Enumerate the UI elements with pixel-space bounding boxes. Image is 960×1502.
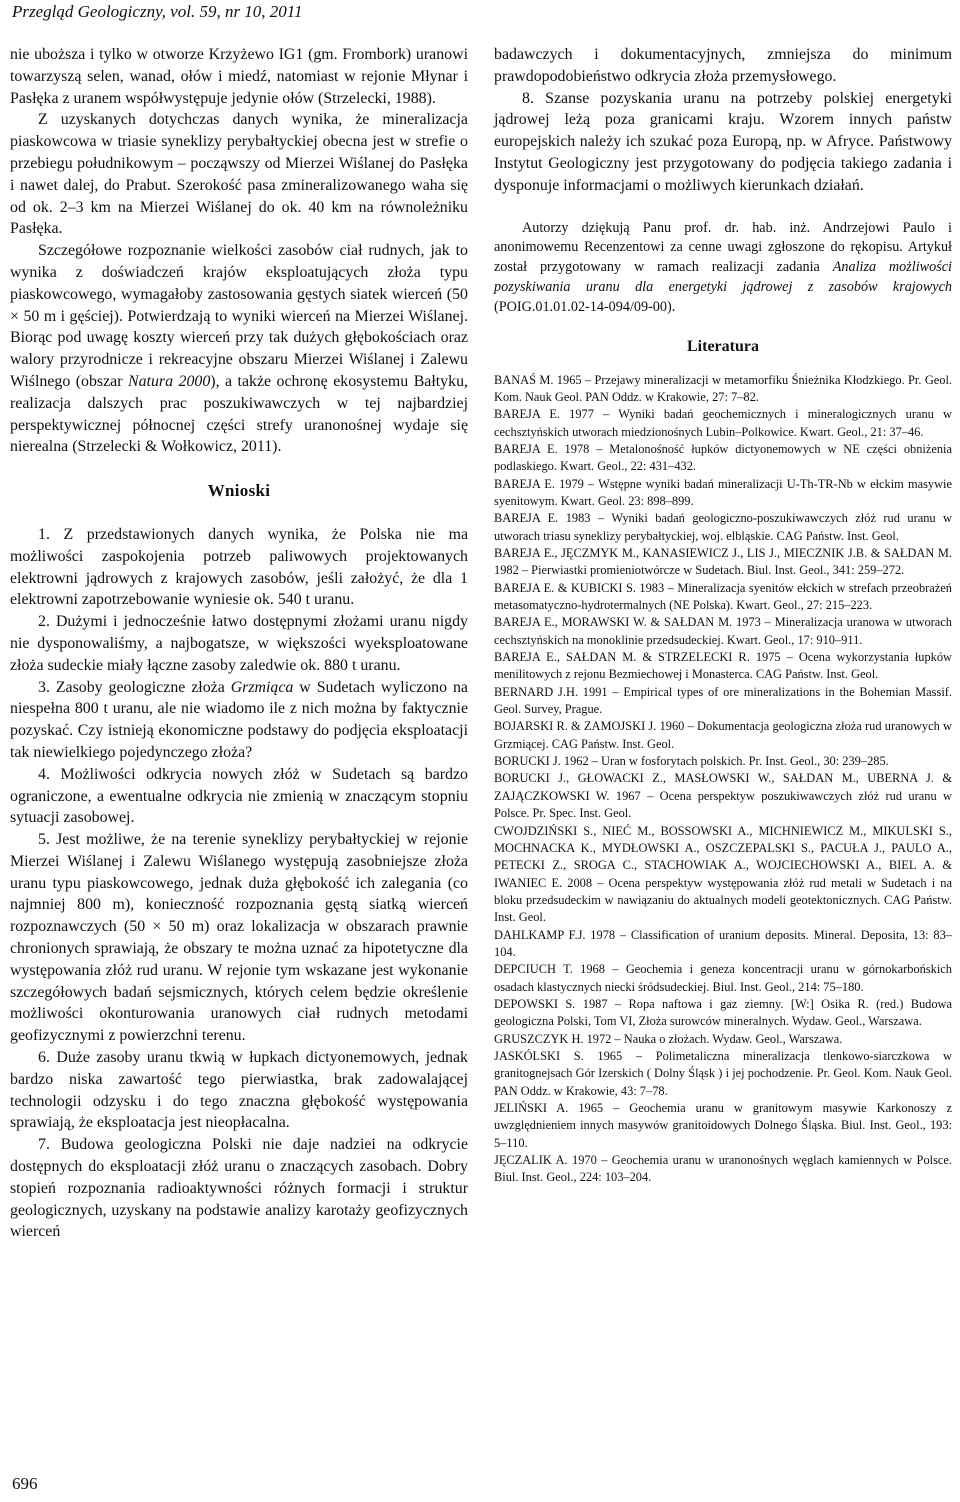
reference-item: JASKÓLSKI S. 1965 – Polimetaliczna mineralizacja tlenkowo-siarczkowa w granitognejsach Gór Izerskich ( Dolny Śląsk ) i jej pochodzenie. Pr. Geol. Kom. Nauk Geol. PAN Oddz. w Krakowie, 43: 7–78. xyxy=(494,1048,952,1098)
acknowledgements-text xyxy=(494,219,952,318)
reference-item: CWOJDZIŃSKI S., NIEĆ M., BOSSOWSKI A., MICHNIEWICZ M., MIKULSKI S., MOCHNACKA K., MYDŁOWSKI A., OSZCZEPALSKI S., PACUŁA J., PAULO A., PETECKI Z., SROGA C., STACHOWIAK A., WOJCIECHOWSKI A., BIEL A. & IWANIEC E. 2008 – Ocena perspektyw występowania złóż rud metali w Sudetach i na bloku przedsudeckim w nawiązaniu do aktualnych modeli geotektonicznych. CAG Państw. Inst. Geol. xyxy=(494,823,952,925)
text-run: w Sudetach wyliczono na niespełna 800 t uranu, ale nie wiadomo ile z nich można by faktycznie pozyskać. Czy istnieją ekonomiczne podstawy do podjęcia eksploatacji tak niewielkiego pojedynczego złoża? xyxy=(10,678,468,761)
conclusion-item: 2. Dużymi i jednocześnie łatwo dostępnymi złożami uranu nigdy nie dysponowaliśmy, a najbogatsze, w większości wyeksploatowane złoża sudeckie miały łączne zasoby zaledwie ok. 880 t uranu. xyxy=(10,613,468,674)
reference-item: BORUCKI J., GŁOWACKI Z., MASŁOWSKI W., SAŁDAN M., UBERNA J. & ZAJĄCZKOWSKI W. 1967 – Ocena perspektyw poszukiwawczych złóż rud uranu w Polsce. Pr. Spec. Inst. Geol. xyxy=(494,771,952,821)
text-run: Szczegółowe rozpoznanie wielkości zasobów ciał rudnych, jak to wynika z doświadczeń krajów eksploatujących złoża typu piaskowcowego, wymagałoby zastosowania gęstych siatek wierceń (50 × 50 m i gęściej). Potwierdzają to wyniki wierceń na Mierzei Wiślanej. Biorąc pod uwagę koszty wierceń przy tak dużych głębokościach oraz walory przyrodnicze i rekreacyjne obszaru Mierzei Wiślanej i Zalewu Wiślnego (obszar xyxy=(10,242,468,390)
reference-item: BAREJA E. 1983 – Wyniki badań geologiczno-poszukiwawczych złóż rud uranu w utworach triasu syneklizy perybałtyckiej, woj. elbląskie. CAG Państw. Inst. Geol. xyxy=(494,511,952,543)
conclusion-item: 1. Z przedstawionych danych wynika, że Polska nie ma możliwości zaspokojenia potrzeb paliwowych projektowanych elektrowni jądrowych z krajowych zasobów, jeśli założyć, że dla 1 elektrowni zapotrzebowanie wyniesie ok. 540 t uranu. xyxy=(10,525,468,609)
conclusion-item: 7. Budowa geologiczna Polski nie daje nadziei na odkrycie dostępnych do eksploatacji złóż uranu o znaczących zasobach. Dobry stopień rozpoznania radioaktywności różnych formacji i struktur geologicznych, uzyskany na podstawie analizy karotaży geofizycznych wierceń xyxy=(10,1136,468,1241)
reference-item: BANAŚ M. 1965 – Przejawy mineralizacji w metamorfiku Śnieżnika Kłodzkiego. Pr. Geol. Kom. Nauk Geol. PAN Oddz. w Krakowie, 27: 7–82. xyxy=(494,372,952,404)
journal-header: Przegląd Geologiczny, vol. 59, nr 10, 2011 xyxy=(12,2,303,21)
reference-item: BERNARD J.H. 1991 – Empirical types of ore mineralizations in the Bohemian Massif. Geol. Survey, Prague. xyxy=(494,684,952,717)
conclusion-continuation: badawczych i dokumentacyjnych, zmniejsza do minimum prawdopodobieństwo odkrycia złoża przemysłowego. xyxy=(494,46,952,85)
text-run: (POIG.01.01.02-14-094/09-00). xyxy=(494,298,676,315)
conclusion-item: 6. Duże zasoby uranu tkwią w łupkach dictyonemowych, jednak bardzo niska zawartość tego pierwiastka, brak zadowalającej technologii odzysku i do tego znaczna głębokość występowania sprawiają, że eksploatacja jest nieopłacalna. xyxy=(10,1049,468,1132)
reference-item: BOJARSKI R. & ZAMOJSKI J. 1960 – Dokumentacja geologiczna złoża rud uranowych w Grzmiącej. CAG Państw. Inst. Geol. xyxy=(494,719,952,751)
reference-item: JĘCZALIK A. 1970 – Geochemia uranu w uranonośnych węglach kamiennych w Polsce. Biul. Inst. Geol., 224: 103–204. xyxy=(494,1153,952,1185)
paragraph: nie uboższa i tylko w otworze Krzyżewo IG1 (gm. Frombork) uranowi towarzyszą selen, wanad, ołów i miedź, natomiast w rejonie Młynar i Pasłęka z uranem współwystępuje jedynie ołów (Strzelecki, 1988). xyxy=(10,46,468,107)
paragraph xyxy=(10,240,468,458)
reference-item: DAHLKAMP F.J. 1978 – Classification of uranium deposits. Mineral. Deposita, 13: 83–104. xyxy=(494,927,952,959)
reference-item: DEPOWSKI S. 1987 – Ropa naftowa i gaz ziemny. [W:] Osika R. (red.) Budowa geologiczna Polski, Tom VI, Złoża surowców mineralnych. Wydaw. Geol., Warszawa. xyxy=(494,996,952,1029)
reference-item: BAREJA E. 1977 – Wyniki badań geochemicznych i mineralogicznych uranu w cechsztyńskich utworach miedzionośnych Lubin–Polkowice. Kwart. Geol., 21: 37–46. xyxy=(494,407,952,439)
reference-item: GRUSZCZYK H. 1972 – Nauka o złożach. Wydaw. Geol., Warszawa. xyxy=(494,1031,843,1046)
left-column xyxy=(10,44,468,1243)
conclusion-item xyxy=(10,677,468,764)
reference-item: JELIŃSKI A. 1965 – Geochemia uranu w granitowym masywie Karkonoszy z uwzględnieniem innych masywów granitoidowych Dolnego Śląska. Biul. Inst. Geol., 193: 5–110. xyxy=(494,1101,952,1150)
reference-item: BAREJA E. 1979 – Wstępne wyniki badań mineralizacji U-Th-TR-Nb w ełckim masywie syenitowym. Kwart. Geol. 23: 898–899. xyxy=(494,476,952,508)
right-body xyxy=(494,44,952,197)
text-run: ), a także ochronę ekosystemu Bałtyku, realizacja dalszych prac poszukiwawczych w tej najbardziej perspektywicznej północnej części strefy uranonośnej wydaje się nierealna (Strzelecki & Wołkowicz, 2011). xyxy=(10,372,468,456)
right-column xyxy=(494,44,952,1187)
italic-term: Grzmiąca xyxy=(230,678,294,696)
reference-item: BAREJA E., MORAWSKI W. & SAŁDAN M. 1973 – Mineralizacja uranowa w utworach cechsztyńskich na monoklinie przedsudeckiej. Kwart. Geol., 17: 910–911. xyxy=(494,615,952,647)
text-run: 3. Zasoby geologiczne złoża xyxy=(38,678,231,696)
reference-item: BAREJA E. & KUBICKI S. 1983 – Mineralizacja syenitów ełckich w strefach przeobrażeń metasomatyczno-hydrotermalnych (NE Polska). Kwart. Geol., 27: 215–223. xyxy=(494,580,952,613)
reference-item: BAREJA E. 1978 – Metalonośność łupków dictyonemowych w NE części obniżenia podlaskiego. Kwart. Geol., 22: 431–432. xyxy=(494,441,952,474)
reference-item: BAREJA E., JĘCZMYK M., KANASIEWICZ J., LIS J., MIECZNIK J.B. & SAŁDAN M. 1982 – Pierwiastki promieniotwórcze w Sudetach. Biul. Inst. Geol., 341: 259–272. xyxy=(494,546,952,578)
section-heading-literatura: Literatura xyxy=(687,337,759,355)
reference-item: DEPCIUCH T. 1968 – Geochemia i geneza koncentracji uranu w górnokarbońskich osadach klastycznych niecki śródsudeckiej. Biul. Inst. Geol., 214: 75–180. xyxy=(494,962,952,994)
reference-item: BORUCKI J. 1962 – Uran w fosforytach polskich. Pr. Inst. Geol., 30: 239–285. xyxy=(494,754,889,769)
paragraph: Z uzyskanych dotychczas danych wynika, że mineralizacja piaskowcowa w triasie syneklizy perybałtyckiej obecna jest w strefie o przebiegu południkowym – począwszy od Mierzei Wiślanej do Pasłęka i nawet dalej, do Prabut. Szerokość pasa zmineralizowanego waha się od ok. 2–3 km na Mierzei Wiślanej do ok. 40 km na równoleżniku Pasłęka. xyxy=(10,111,468,238)
conclusion-item: 8. Szanse pozyskania uranu na potrzeby polskiej energetyki jądrowej leżą poza granicami kraju. Wzorem innych państw europejskich należy ich szukać poza Europą, np. w Afryce. Państwowy Instytut Geologiczny jest przygotowany do podjęcia takiego zadania i dysponuje informacjami o możliwych kierunkach działań. xyxy=(494,89,952,194)
reference-list xyxy=(494,372,952,1187)
section-heading-wnioski: Wnioski xyxy=(207,481,271,501)
page-number: 696 xyxy=(12,1474,38,1493)
italic-project-title: Analiza możliwości pozyskiwania uranu dla energetyki jądrowej z zasobów krajowych xyxy=(494,259,952,295)
reference-item: BAREJA E., SAŁDAN M. & STRZELECKI R. 1975 – Ocena wykorzystania łupków menilitowych z rejonu Bezmiechowej i Monasterca. CAG Państw. Inst. Geol. xyxy=(494,650,952,682)
text-run: Autorzy dziękują Panu prof. dr. hab. inż. Andrzejowi Paulo i anonimowemu Recenzentowi za cenne uwagi zgłoszone do rękopisu. Artykuł został przygotowany w ramach realizacji zadania xyxy=(494,219,952,276)
conclusion-item: 4. Możliwości odkrycia nowych złóż w Sudetach są bardzo ograniczone, a ewentualne odkrycia nie zmienią w znaczącym stopniu sytuacji zasobowej. xyxy=(10,765,468,827)
conclusion-item: 5. Jest możliwe, że na terenie syneklizy perybałtyckiej w rejonie Mierzei Wiślanej i Zalewu Wiślanego występują zasobniejsze złoża uranu typu piaskowcowego, jednak duża głębokość ich zalegania (co najmniej 800 m), konieczność rozpoznania gęstą siatką wierceń rozpoznawczych (50 × 50 m) oraz lokalizacja w obszarach prawnie chronionych sprawiają, że obszary te można uznać za hipotetyczne dla występowania złóż rud uranu. W rejonie tym wskazane jest wykonanie szczegółowych badań sejsmicznych, których celem będzie określenie możliwości okonturowania uranowych ciał rudnych metodami geofizycznymi z powierzchni terenu. xyxy=(10,831,468,1045)
italic-term: Natura 2000 xyxy=(127,372,211,390)
acknowledgements xyxy=(494,219,952,318)
